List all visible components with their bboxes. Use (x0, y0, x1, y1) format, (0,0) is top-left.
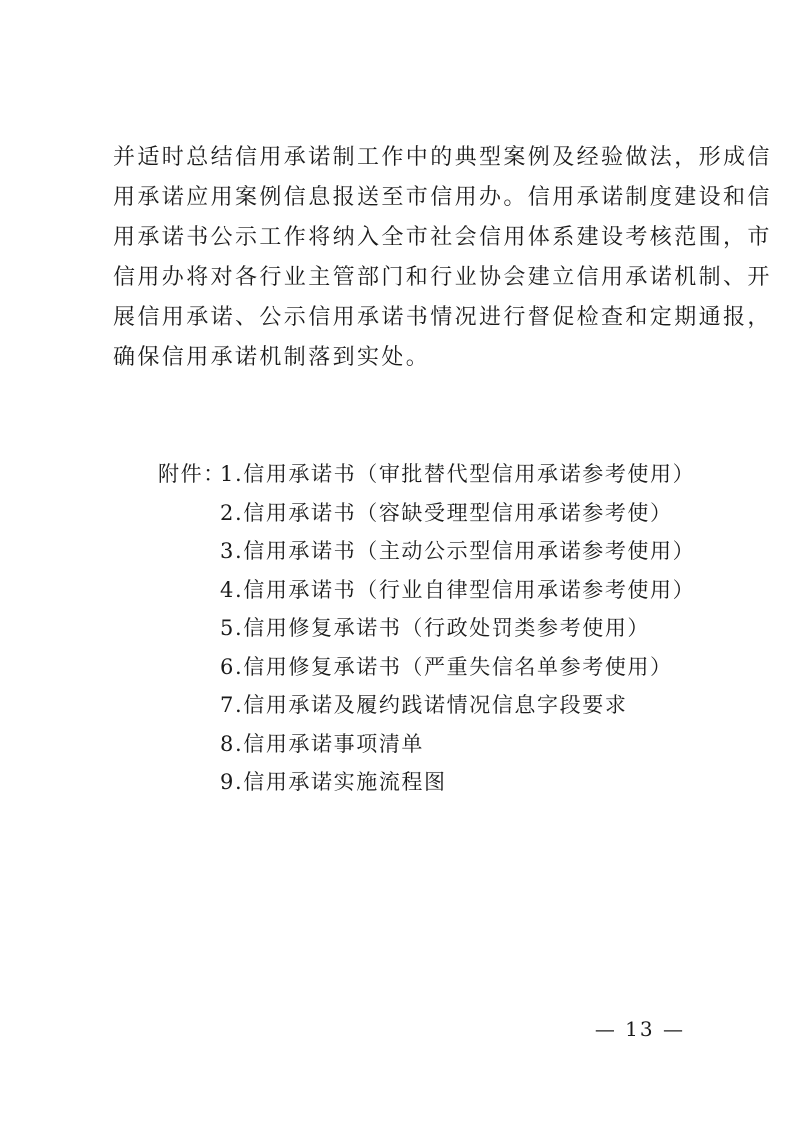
page-number (0, 1017, 793, 1041)
paragraph-line: 确保信用承诺机制落到实处。 (113, 345, 431, 370)
attachment-item: 2.信用承诺书（容缺受理型信用承诺参考使） (220, 500, 673, 525)
list-item (158, 494, 718, 533)
attachment-item: 8.信用承诺事项清单 (220, 731, 425, 756)
list-item (158, 609, 718, 648)
paragraph-line: 用承诺应用案例信息报送至市信用办。信用承诺制度建设和信 (113, 185, 772, 210)
list-item (158, 532, 718, 571)
paragraph-line: 用承诺书公示工作将纳入全市社会信用体系建设考核范围，市 (113, 225, 772, 250)
paragraph-line: 展信用承诺、公示信用承诺书情况进行督促检查和定期通报， (113, 305, 772, 330)
attachment-item: 5.信用修复承诺书（行政处罚类参考使用） (220, 616, 651, 640)
body-paragraph (113, 138, 772, 378)
attachment-item: 3.信用承诺书（主动公示型信用承诺参考使用） (220, 539, 696, 563)
page-number-text: — 13 — (594, 1017, 685, 1041)
list-item (158, 686, 718, 725)
list-item (158, 648, 718, 687)
attachment-item: 4.信用承诺书（行业自律型信用承诺参考使用） (220, 577, 696, 602)
list-item (158, 763, 718, 802)
list-item (158, 571, 718, 610)
list-item (158, 725, 718, 764)
paragraph-line: 信用办将对各行业主管部门和行业协会建立信用承诺机制、开 (113, 265, 772, 290)
attachment-label: 附件： (158, 462, 226, 486)
list-item (158, 455, 718, 494)
attachment-item: 9.信用承诺实施流程图 (220, 770, 447, 794)
attachment-item: 7.信用承诺及履约践诺情况信息字段要求 (220, 693, 628, 717)
attachment-item: 1.信用承诺书（审批替代型信用承诺参考使用） (220, 462, 696, 486)
attachment-list (158, 455, 718, 802)
paragraph-line: 并适时总结信用承诺制工作中的典型案例及经验做法，形成信 (113, 145, 772, 170)
attachment-item: 6.信用修复承诺书（严重失信名单参考使用） (220, 654, 673, 679)
